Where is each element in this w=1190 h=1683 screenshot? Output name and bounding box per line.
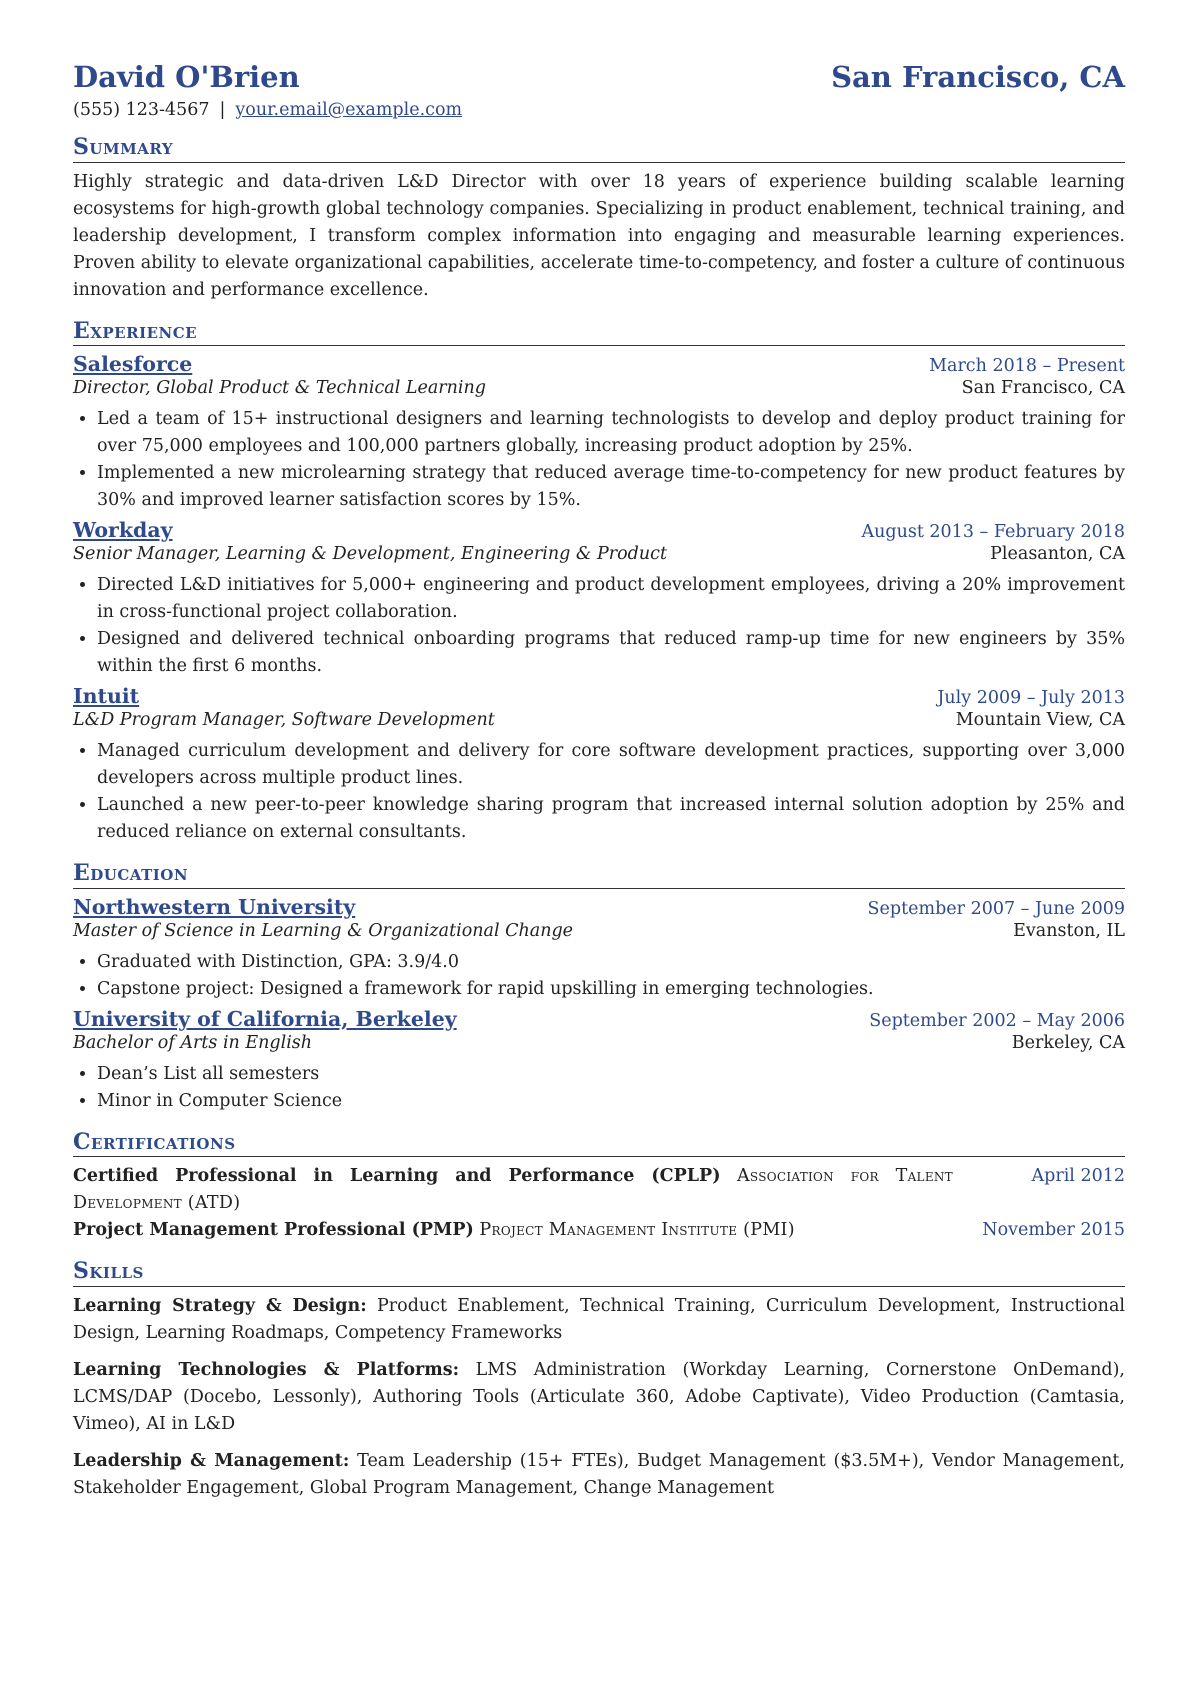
achievement-item: • Implemented a new microlearning strategy that reduced average time-to-competency for new product features by 30% and improved learner satisfaction scores by 15%. (97, 460, 1125, 514)
achievement-item: • Led a team of 15+ instructional designers and learning technologists to develop and deploy product training for over 75,000 employees and 100,000 partners globally, increasing product adoption by 25%. (97, 406, 1125, 460)
skill-group-label: Learning Strategy & Design: (73, 1295, 367, 1316)
employer-link[interactable]: Salesforce (73, 352, 193, 376)
degree: Master of Science in Learning & Organizational Change (73, 920, 574, 941)
experience-entry (73, 684, 1125, 846)
section-title-summary: Summary (73, 134, 1125, 163)
skill-group-text: Product Enablement, Technical Training, Curriculum Development, Instructional Design, Learning Roadmaps, Competency Frameworks (73, 1295, 1125, 1343)
certification-item (73, 1163, 1125, 1217)
resume-header (73, 60, 1125, 94)
section-title-skills: Skills (73, 1258, 1125, 1287)
achievement-list (73, 406, 1125, 514)
school-location: Evanston, IL (1013, 920, 1125, 941)
email-link[interactable]: your.email@example.com (235, 100, 463, 120)
skill-group-label: Learning Technologies & Platforms: (73, 1359, 460, 1380)
job-location: San Francisco, CA (961, 378, 1125, 398)
section-title-education: Education (73, 860, 1125, 889)
achievement-item: • Managed curriculum development and delivery for core software development practices, supporting over 3,000 developers across multiple product lines. (97, 738, 1125, 792)
experience-entry (73, 518, 1125, 680)
skill-group-text: Team Leadership (15+ FTEs), Budget Management ($3.5M+), Vendor Management, Stakeholder Engagement, Global Program Management, Change Management (73, 1450, 1125, 1498)
skill-group-text: LMS Administration (Workday Learning, Cornerstone OnDemand), LCMS/DAP (Docebo, Lessonly), Authoring Tools (Articulate 360, Adobe Captivate), Video Production (Camtasia, Vimeo), AI in L&D (73, 1359, 1125, 1434)
education-detail-item: • Minor in Computer Science (97, 1088, 1125, 1115)
education-entry (73, 1007, 1125, 1115)
resume-page (73, 60, 1125, 1512)
education-detail-list (73, 1061, 1125, 1115)
education-detail-item: • Graduated with Distinction, GPA: 3.9/4.0 (97, 949, 1125, 976)
employment-dates: March 2018 – Present (929, 356, 1125, 376)
experience-entry (73, 352, 1125, 514)
education-detail-list (73, 949, 1125, 1003)
school-link[interactable]: University of California, Berkeley (73, 1006, 457, 1031)
achievement-list (73, 738, 1125, 846)
section-title-certifications: Certifications (73, 1129, 1125, 1158)
achievement-list (73, 572, 1125, 680)
job-location: Mountain View, CA (955, 710, 1125, 730)
skill-group (73, 1448, 1125, 1502)
education-dates: September 2007 – June 2009 (867, 898, 1125, 919)
employer-link[interactable]: Workday (73, 518, 173, 542)
certification-issuer: Association for Talent Development (ATD) (73, 1166, 953, 1213)
section-title-experience: Experience (73, 318, 1125, 347)
education-detail-item: • Dean’s List all semesters (97, 1061, 1125, 1088)
summary-text: Highly strategic and data-driven L&D Director with over 18 years of experience building scalable learning ecosystems for high-growth global technology companies. Specializing in product enablement, technical training, and leadership development, I transform complex information into engaging and measurable learning experiences. Proven ability to elevate organizational capabilities, accelerate time-to-competency, and foster a culture of continuous innovation and performance excellence. (73, 171, 1125, 300)
certification-issuer: Project Management Institute (PMI) (479, 1220, 795, 1240)
school-link[interactable]: Northwestern University (73, 894, 356, 919)
employment-dates: July 2009 – July 2013 (937, 688, 1125, 708)
skill-group-label: Leadership & Management: (73, 1450, 350, 1471)
achievement-item: • Launched a new peer-to-peer knowledge sharing program that increased internal solution adoption by 25% and reduced reliance on external consultants. (97, 792, 1125, 846)
header-location: San Francisco, CA (831, 60, 1125, 94)
employer-link[interactable]: Intuit (73, 684, 140, 708)
school-location: Berkeley, CA (1011, 1032, 1125, 1053)
certification-item (73, 1217, 1125, 1244)
contact-line (73, 100, 1125, 120)
achievement-item: • Directed L&D initiatives for 5,000+ engineering and product development employees, driving a 20% improvement in cross-functional project collaboration. (97, 572, 1125, 626)
skill-group (73, 1293, 1125, 1347)
contact-separator: | (219, 100, 226, 120)
education-entry (73, 895, 1125, 1003)
certification-name: Certified Professional in Learning and Performance (CPLP) (73, 1166, 721, 1186)
job-title: Senior Manager, Learning & Development, Engineering & Product (73, 544, 667, 564)
job-title: Director, Global Product & Technical Learning (73, 378, 487, 398)
candidate-name: David O'Brien (73, 60, 300, 94)
education-dates: September 2002 – May 2006 (869, 1010, 1125, 1031)
employment-dates: August 2013 – February 2018 (861, 522, 1125, 542)
phone-number: (555) 123-4567 (73, 100, 210, 120)
skill-group (73, 1357, 1125, 1438)
certification-date: November 2015 (982, 1220, 1125, 1240)
education-detail-item: • Capstone project: Designed a framework for rapid upskilling in emerging technologies. (97, 976, 1125, 1003)
certification-date: April 2012 (1031, 1166, 1125, 1186)
job-title: L&D Program Manager, Software Development (73, 710, 495, 730)
achievement-item: • Designed and delivered technical onboarding programs that reduced ramp-up time for new engineers by 35% within the first 6 months. (97, 626, 1125, 680)
degree: Bachelor of Arts in English (73, 1032, 313, 1053)
certification-name: Project Management Professional (PMP) (73, 1220, 474, 1240)
job-location: Pleasanton, CA (990, 544, 1125, 564)
